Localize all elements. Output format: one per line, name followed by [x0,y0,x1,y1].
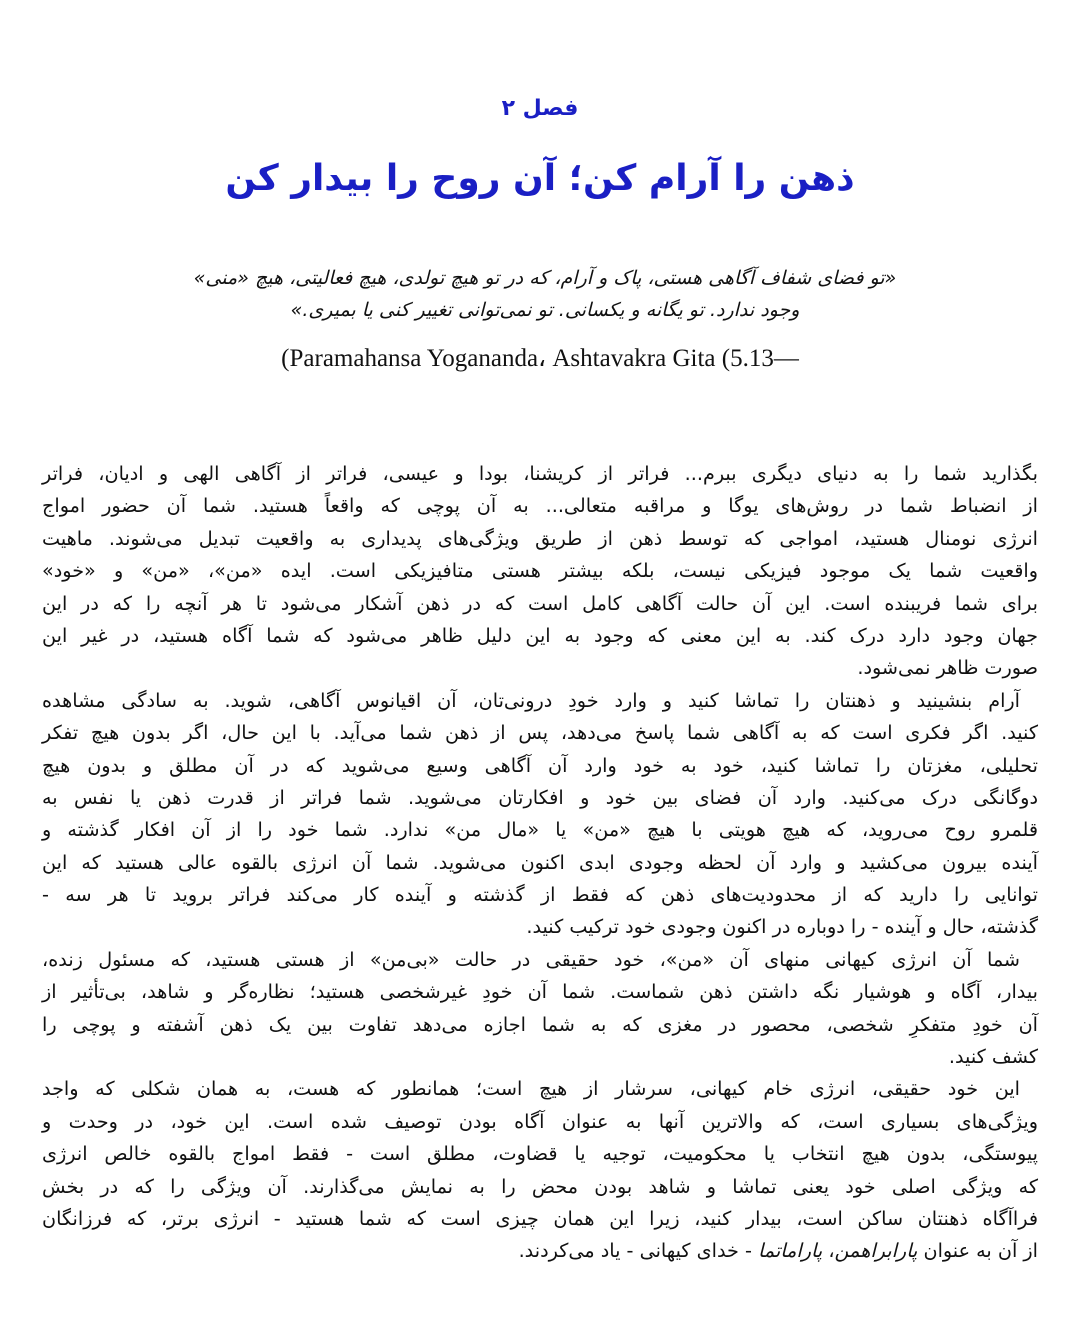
chapter-title: ذهن را آرام کن؛ آن روح را بیدار کن [225,158,855,199]
italic-term-parabrahman: پارابراهمن [834,1239,918,1263]
body-line: واقعیت شما یک موجود فیزیکی نیست، بلکه بیشتر هستی متافیزیکی است. ایده «من»، «من» و «خود» [42,559,1038,583]
body-line: پیوستگی، بدون هیچ انتخاب یا محکومیت، توجیه یا قضاوت، مطلق است - فقط امواج بالقوه خالص انرژی [42,1142,1038,1166]
text-segment: از آن به عنوان [917,1239,1038,1263]
epigraph-quote [150,262,940,326]
text-segment: ، [822,1239,835,1263]
body-line: این خود حقیقی، انرژی خام کیهانی، سرشار از هیچ است؛ همانطور که هست، به همان شکلی که واجد [42,1077,1020,1101]
body-line-final [42,1235,1038,1267]
epigraph-line: وجود ندارد. تو یگانه و یکسانی. تو نمی‌توانی تغییر کنی یا بمیری.» [290,299,800,321]
body-line: جهان وجود دارد درک کند. به این معنی که وجود به این دلیل ظاهر می‌شود که شما آگاه هستید، در غیر این [42,623,1038,647]
body-line: کنید. اگر فکری است که به آگاهی شما پاسخ می‌دهد، پس از ذهن شما می‌آید. با این حال، اگر بدون هیچ تفکر [42,721,1038,745]
body-line: آینده بیرون می‌کشید و وارد آن لحظه وجودی ابدی اکنون می‌شوید. شما آن انرژی بالقوه عالی هستید که این [42,850,1038,874]
body-line: آرام بنشینید و ذهنتان را تماشا کنید و وارد خودِ درونی‌تان، آن اقیانوس آگاهی، شوید. به سادگی مشاهده [42,688,1020,712]
body-line: صورت ظاهر نمی‌شود. [857,656,1038,680]
body-line: توانایی را دارید که از محدودیت‌های ذهن که فقط از گذشته و آینده کار می‌کند فراتر بروید تا هر سه - [42,883,1038,907]
italic-term-paramatma: پاراماتما [758,1239,823,1263]
body-line: فراآگاه ذهنتان ساکن است، بیدار کنید، زیرا این همان چیزی است که شما هستید - انرژی برتر، که فرزانگان [42,1206,1038,1230]
epigraph-line: «تو فضای شفاف آگاهی هستی، پاک و آرام، که در تو هیچ تولدی، هیچ فعالیتی، هیچ «منی» [193,267,897,289]
body-line: که ویژگی اصلی خود یعنی تماشا و شاهد بودن محض را به نمایش می‌گذارند. آن ویژگی را که در بخش [42,1174,1038,1198]
body-line: دوگانگی درک می‌کنید. وارد آن فضای بین خود و افکارتان می‌شوید. شما فراتر از قدرت ذهن یا نفس به [42,785,1038,809]
text-segment: - خدای کیهانی - یاد می‌کردند. [518,1239,759,1263]
body-line: بیدار، آگاه و هوشیار نگه داشتن ذهن شماست. شما آن خودِ غیرشخصی هستید؛ نظاره‌گر و شاهد، بی‌تأثیر از [42,980,1038,1004]
body-line: گذشته، حال و آینده - را دوباره در اکنون وجودی خود ترکیب کنید. [526,915,1038,939]
body-line: بگذارید شما را به دنیای دیگری ببرم... فراتر از کریشنا، بودا و عیسی، فراتر از آگاهی الهی و ادیان، فراتر [42,462,1038,485]
epigraph-attribution: (Paramahansa Yogananda، Ashtavakra Gita (5.13— [281,345,799,372]
body-line: ویژگی‌های بسیاری است، که والاترین آنها به عنوان آگاه بودن توصیف شده است. این خود، در وحدت و [42,1109,1038,1133]
body-line: قلمرو روح می‌روید، که هیچ هویتی با هیچ «من» یا «مال من» ندارد. شما خود را از آن افکار گذشته و [42,818,1038,842]
body-line: کشف کنید. [948,1045,1038,1069]
body-text [42,458,1038,1268]
body-line: انرژی نومنال هستید، امواجی که توسط ذهن از طریق ویژگی‌های پدیداری به واقعیت تبدیل می‌شوند. ماهیت [42,526,1038,550]
chapter-label: فصل ۲ [501,96,579,121]
body-line: از انضباط شما در روش‌های یوگا و مراقبه متعالی... به آن پوچی که واقعاً هستید. شما آن حضور امواج [42,494,1038,518]
body-line: شما آن انرژی کیهانی منهای آن «من»، خود حقیقی در حالت «بی‌من» از هستی هستید، که مسئول زنده، [42,947,1020,971]
body-line: برای شما فریبنده است. این آن حالت آگاهی کامل است که در ذهن آشکار می‌شود تا هر آنچه را که در این [42,591,1038,615]
body-line: تحلیلی، مغزتان را تماشا کنید، خود به خود وارد آن آگاهی وسیع می‌شوید که در آن مطلق و بدون هیچ [42,753,1038,777]
body-line: آن خودِ متفکرِ شخصی، محصور در مغزی که به شما اجازه می‌دهد تفاوت بین یک ذهن آشفته و پوچی را [42,1012,1038,1036]
